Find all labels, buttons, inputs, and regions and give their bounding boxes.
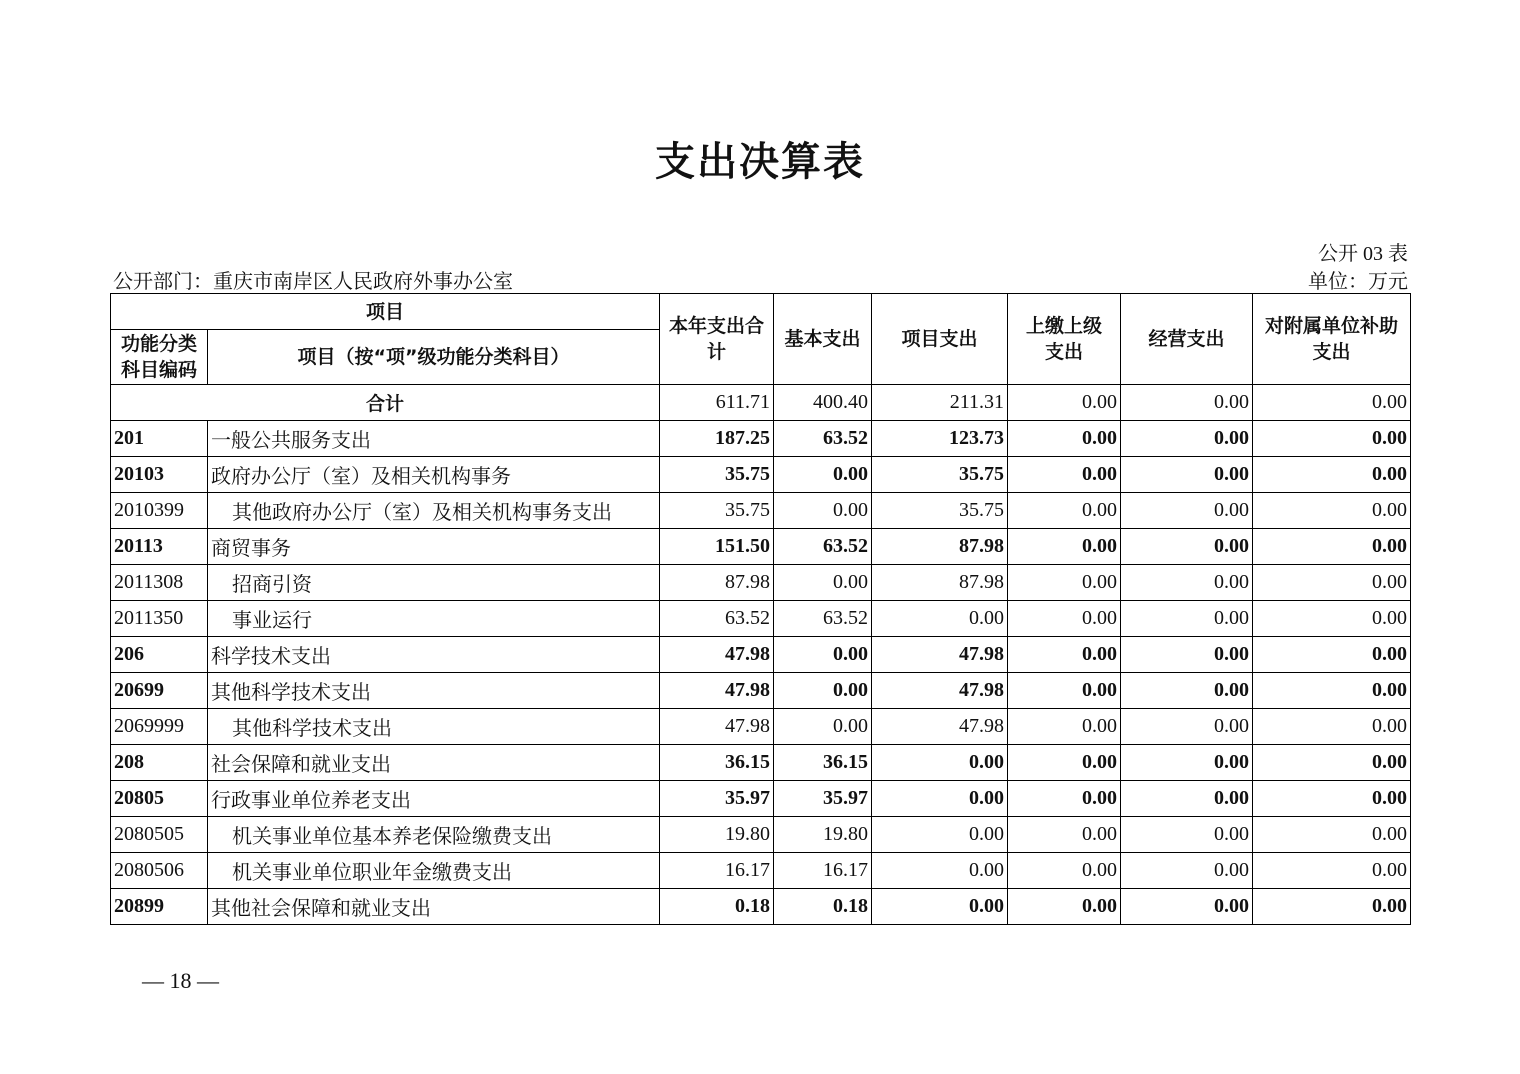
row-value: 0.00 <box>1008 637 1121 673</box>
row-name: 科学技术支出 <box>208 637 660 673</box>
header-subsidy-text: 对附属单位补助支出 <box>1265 315 1399 363</box>
row-name: 行政事业单位养老支出 <box>208 781 660 817</box>
row-value: 19.80 <box>774 817 872 853</box>
table-number: 公开 03 表 <box>1318 243 1408 265</box>
table-row <box>111 601 1411 637</box>
total-cell: 0.00 <box>1121 385 1253 421</box>
row-value: 47.98 <box>872 637 1008 673</box>
table-row <box>111 889 1411 925</box>
row-value: 0.00 <box>1121 673 1253 709</box>
row-value: 0.00 <box>1121 493 1253 529</box>
row-name: 机关事业单位职业年金缴费支出 <box>208 853 660 889</box>
row-value: 0.00 <box>1121 601 1253 637</box>
row-value: 35.75 <box>660 457 774 493</box>
row-value: 63.52 <box>660 601 774 637</box>
row-value: 0.00 <box>1253 673 1411 709</box>
row-value: 16.17 <box>660 853 774 889</box>
row-value: 0.00 <box>1253 817 1411 853</box>
row-value: 87.98 <box>872 565 1008 601</box>
row-value: 47.98 <box>872 709 1008 745</box>
row-code: 20699 <box>111 673 208 709</box>
row-value: 0.00 <box>1008 673 1121 709</box>
row-code: 2080506 <box>111 853 208 889</box>
row-value: 35.75 <box>660 493 774 529</box>
row-value: 0.00 <box>1008 853 1121 889</box>
row-name: 其他科学技术支出 <box>208 673 660 709</box>
table-row <box>111 853 1411 889</box>
row-value: 0.00 <box>1253 637 1411 673</box>
header-name: 项目（按“项”级功能分类科目） <box>208 330 660 385</box>
row-name: 一般公共服务支出 <box>208 421 660 457</box>
row-name: 其他科学技术支出 <box>208 709 660 745</box>
department-label: 公开部门：重庆市南岸区人民政府外事办公室 <box>113 271 513 293</box>
row-value: 0.00 <box>1121 709 1253 745</box>
row-value: 0.18 <box>660 889 774 925</box>
header-subsidy <box>1253 294 1411 385</box>
row-value: 0.00 <box>1121 529 1253 565</box>
row-value: 0.00 <box>1121 745 1253 781</box>
page-number: — 18 — <box>142 968 219 993</box>
row-value: 35.97 <box>774 781 872 817</box>
row-value: 47.98 <box>872 673 1008 709</box>
row-value: 0.00 <box>1008 889 1121 925</box>
row-name: 事业运行 <box>208 601 660 637</box>
table-row <box>111 493 1411 529</box>
row-value: 0.00 <box>1253 781 1411 817</box>
row-value: 35.97 <box>660 781 774 817</box>
row-value: 0.00 <box>774 673 872 709</box>
row-value: 35.75 <box>872 457 1008 493</box>
row-value: 0.00 <box>1253 421 1411 457</box>
row-value: 0.00 <box>872 889 1008 925</box>
row-value: 0.00 <box>1121 565 1253 601</box>
row-value: 0.00 <box>1008 709 1121 745</box>
row-value: 0.00 <box>774 565 872 601</box>
row-code: 2080505 <box>111 817 208 853</box>
row-value: 36.15 <box>774 745 872 781</box>
row-value: 0.00 <box>1121 637 1253 673</box>
header-code <box>111 330 208 385</box>
row-code: 2010399 <box>111 493 208 529</box>
row-value: 87.98 <box>872 529 1008 565</box>
row-value: 0.00 <box>1253 745 1411 781</box>
row-code: 20805 <box>111 781 208 817</box>
row-value: 0.00 <box>1008 529 1121 565</box>
row-value: 187.25 <box>660 421 774 457</box>
row-value: 36.15 <box>660 745 774 781</box>
row-value: 0.00 <box>872 745 1008 781</box>
row-code: 206 <box>111 637 208 673</box>
table-row <box>111 709 1411 745</box>
total-cell: 611.71 <box>660 385 774 421</box>
table-row <box>111 817 1411 853</box>
header-business: 经营支出 <box>1121 294 1253 385</box>
row-name: 政府办公厅（室）及相关机构事务 <box>208 457 660 493</box>
row-value: 63.52 <box>774 529 872 565</box>
row-code: 208 <box>111 745 208 781</box>
row-value: 0.00 <box>1121 421 1253 457</box>
table-row <box>111 529 1411 565</box>
row-value: 0.00 <box>1121 889 1253 925</box>
row-value: 0.00 <box>1253 889 1411 925</box>
row-name: 商贸事务 <box>208 529 660 565</box>
header-item: 项目 <box>111 294 660 330</box>
row-value: 0.00 <box>1121 781 1253 817</box>
total-row <box>111 385 1411 421</box>
row-value: 0.00 <box>1253 601 1411 637</box>
row-value: 47.98 <box>660 709 774 745</box>
row-value: 19.80 <box>660 817 774 853</box>
expenditure-table <box>110 293 1411 925</box>
row-value: 35.75 <box>872 493 1008 529</box>
row-value: 0.00 <box>1253 709 1411 745</box>
row-value: 0.00 <box>1008 457 1121 493</box>
total-cell: 211.31 <box>872 385 1008 421</box>
table-row <box>111 781 1411 817</box>
table-row <box>111 745 1411 781</box>
unit-label: 单位：万元 <box>1308 271 1408 293</box>
row-value: 0.00 <box>1008 493 1121 529</box>
row-value: 0.00 <box>1008 781 1121 817</box>
header-basic: 基本支出 <box>774 294 872 385</box>
row-value: 0.00 <box>1253 565 1411 601</box>
row-value: 63.52 <box>774 601 872 637</box>
row-name: 其他社会保障和就业支出 <box>208 889 660 925</box>
table-row <box>111 565 1411 601</box>
row-code: 2069999 <box>111 709 208 745</box>
row-value: 0.00 <box>872 601 1008 637</box>
row-value: 0.00 <box>1121 853 1253 889</box>
header-code-text: 功能分类科目编码 <box>120 333 197 381</box>
row-value: 0.00 <box>774 457 872 493</box>
row-value: 63.52 <box>774 421 872 457</box>
row-value: 0.00 <box>1253 853 1411 889</box>
row-value: 0.00 <box>1008 421 1121 457</box>
row-value: 0.00 <box>1008 601 1121 637</box>
header-upper-text: 上缴上级支出 <box>1026 315 1103 363</box>
total-cell: 400.40 <box>774 385 872 421</box>
row-name: 其他政府办公厅（室）及相关机构事务支出 <box>208 493 660 529</box>
row-name: 机关事业单位基本养老保险缴费支出 <box>208 817 660 853</box>
row-code: 20103 <box>111 457 208 493</box>
table-row <box>111 673 1411 709</box>
row-code: 2011350 <box>111 601 208 637</box>
total-label: 合计 <box>111 385 660 421</box>
row-code: 20113 <box>111 529 208 565</box>
row-value: 0.00 <box>774 493 872 529</box>
page-title: 支出决算表 <box>655 139 865 184</box>
row-value: 87.98 <box>660 565 774 601</box>
row-value: 16.17 <box>774 853 872 889</box>
row-value: 0.00 <box>1121 457 1253 493</box>
header-total <box>660 294 774 385</box>
row-value: 0.00 <box>1008 565 1121 601</box>
row-value: 0.00 <box>1253 457 1411 493</box>
header-total-text: 本年支出合计 <box>669 315 765 363</box>
row-name: 社会保障和就业支出 <box>208 745 660 781</box>
table-row <box>111 457 1411 493</box>
table-row <box>111 637 1411 673</box>
row-name: 招商引资 <box>208 565 660 601</box>
row-value: 0.18 <box>774 889 872 925</box>
row-value: 0.00 <box>872 817 1008 853</box>
header-upper <box>1008 294 1121 385</box>
row-value: 0.00 <box>872 853 1008 889</box>
row-value: 47.98 <box>660 637 774 673</box>
row-value: 47.98 <box>660 673 774 709</box>
table-row <box>111 421 1411 457</box>
row-code: 2011308 <box>111 565 208 601</box>
row-value: 0.00 <box>1008 745 1121 781</box>
row-value: 0.00 <box>774 709 872 745</box>
row-value: 0.00 <box>872 781 1008 817</box>
row-value: 151.50 <box>660 529 774 565</box>
header-project: 项目支出 <box>872 294 1008 385</box>
row-value: 0.00 <box>774 637 872 673</box>
row-value: 123.73 <box>872 421 1008 457</box>
total-cell: 0.00 <box>1008 385 1121 421</box>
row-value: 0.00 <box>1121 817 1253 853</box>
row-code: 201 <box>111 421 208 457</box>
row-value: 0.00 <box>1253 529 1411 565</box>
row-value: 0.00 <box>1253 493 1411 529</box>
row-value: 0.00 <box>1008 817 1121 853</box>
total-cell: 0.00 <box>1253 385 1411 421</box>
row-code: 20899 <box>111 889 208 925</box>
